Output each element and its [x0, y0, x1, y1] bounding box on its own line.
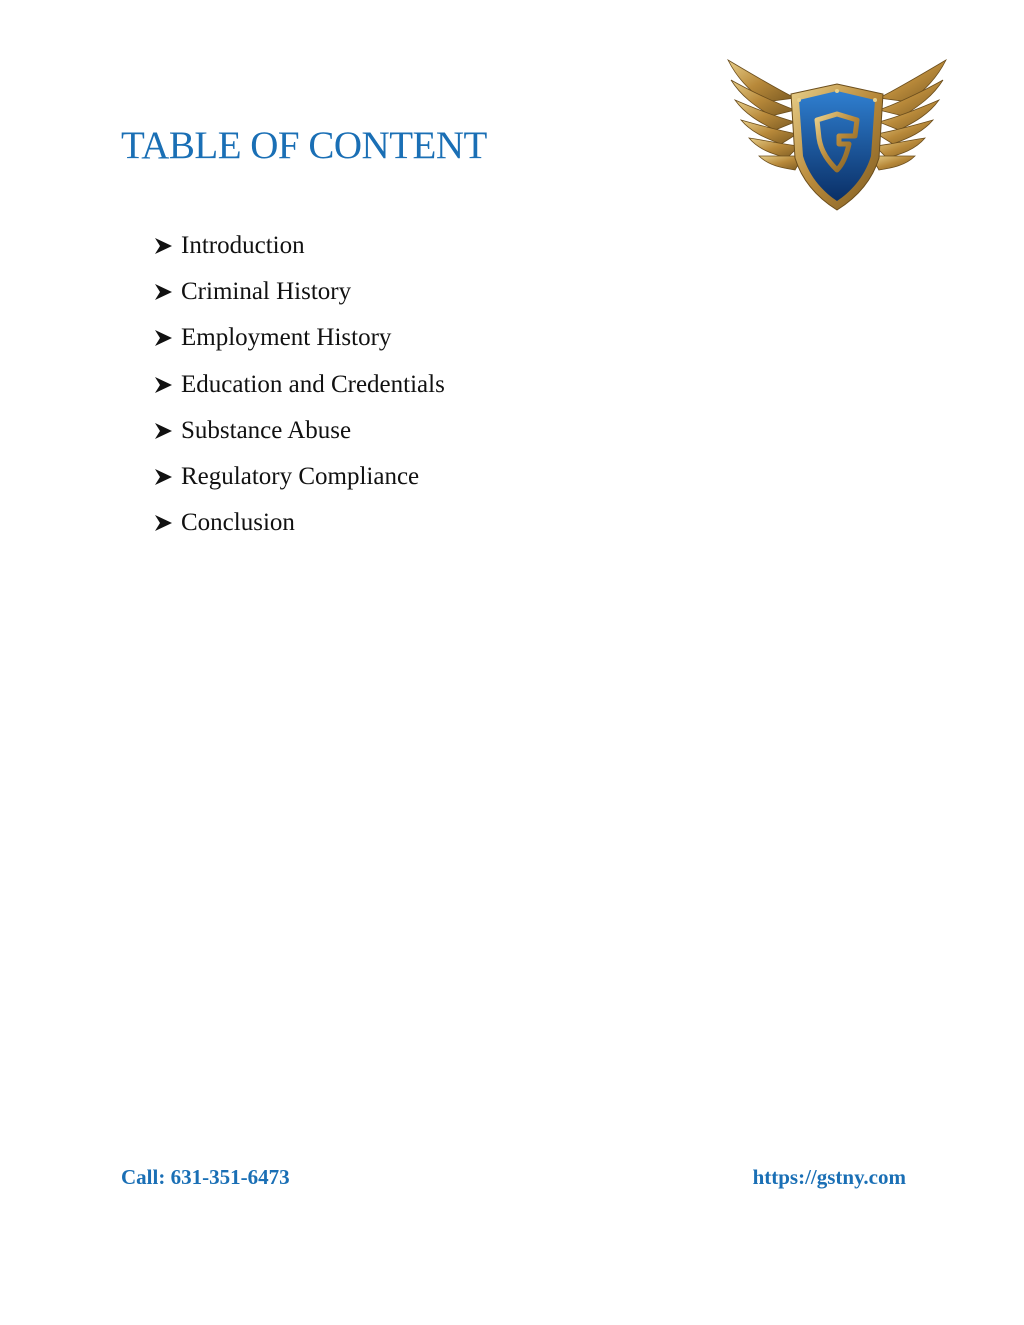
- footer-website-link[interactable]: https://gstny.com: [752, 1165, 906, 1189]
- toc-item-label: Regulatory Compliance: [181, 463, 420, 491]
- toc-item-employment-history: [153, 315, 445, 361]
- winged-shield-logo-icon: [725, 58, 949, 214]
- toc-item-label: Conclusion: [181, 509, 295, 537]
- toc-item-label: Introduction: [181, 232, 305, 260]
- toc-item-label: Criminal History: [181, 278, 352, 306]
- arrowhead-bullet-icon: [153, 376, 173, 394]
- page-title: TABLE OF CONTENT: [121, 124, 487, 167]
- footer-phone: Call: 631-351-6473: [121, 1165, 290, 1189]
- arrowhead-bullet-icon: [153, 283, 173, 301]
- arrowhead-bullet-icon: [153, 468, 173, 486]
- toc-item-regulatory-compliance: [153, 454, 445, 500]
- toc-item-label: Substance Abuse: [181, 416, 352, 444]
- toc-item-conclusion: [153, 500, 445, 546]
- toc-item-criminal-history: [153, 269, 445, 315]
- arrowhead-bullet-icon: [153, 329, 173, 347]
- toc-item-education-and-credentials: [153, 362, 445, 408]
- toc-item-substance-abuse: [153, 408, 445, 454]
- table-of-contents: [153, 223, 445, 546]
- arrowhead-bullet-icon: [153, 422, 173, 440]
- arrowhead-bullet-icon: [153, 514, 173, 532]
- page-footer: [121, 1162, 906, 1192]
- toc-item-label: Employment History: [181, 324, 392, 352]
- toc-item-label: Education and Credentials: [181, 370, 445, 398]
- arrowhead-bullet-icon: [153, 237, 173, 255]
- toc-item-introduction: [153, 223, 445, 269]
